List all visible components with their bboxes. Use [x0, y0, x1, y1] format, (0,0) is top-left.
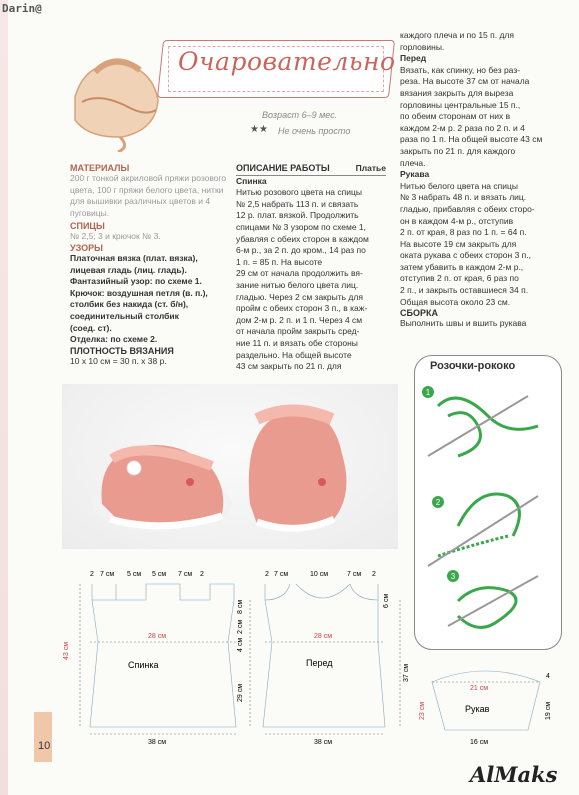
description-line: 29 см от начала продолжить вя- — [236, 268, 363, 279]
front-line: горловины центральные 15 п., — [400, 99, 521, 110]
description-line: 43 см закрыть по 21 п. для — [236, 361, 342, 372]
assembly-heading: СБОРКА — [400, 308, 438, 319]
description-line: 12 р. плат. вязкой. Продолжить — [236, 210, 359, 221]
dim-label: 2 — [200, 571, 204, 578]
materials-heading: МАТЕРИАЛЫ — [70, 163, 130, 173]
front-line: каждом 2-м р. 2 раза по 2 п. и 4 — [400, 122, 525, 133]
description-line: зание нитью белого цвета лиц. — [236, 279, 359, 290]
col3-line: горловины. — [400, 41, 445, 52]
needles-heading: СПИЦЫ — [70, 221, 105, 232]
step-number: 2 — [435, 498, 441, 507]
front-line: вязания закрыть для выреза — [400, 87, 514, 98]
difficulty-label: Не очень просто — [278, 126, 351, 136]
patterns-line: (соед. ст). — [70, 322, 112, 333]
dim-label: 7 см — [347, 571, 362, 578]
patterns-heading: УЗОРЫ — [70, 242, 103, 253]
dim-label: 2 см — [237, 619, 244, 634]
sleeve-line: оката рукава с обеих сторон 3 п., — [400, 250, 531, 261]
sleeve-line: Общая высота около 23 см. — [400, 296, 511, 307]
description-line: убавляя с обеих сторон в каждом — [236, 233, 369, 244]
sleeve-schematic — [410, 660, 560, 750]
step-number: 1 — [425, 388, 431, 397]
dim-label: 28 см — [148, 633, 167, 640]
dim-label: 19 см — [545, 701, 552, 720]
dim-label: 6 см — [383, 593, 390, 608]
signature: AlMaks — [470, 762, 558, 787]
sleeve-line: 2 п. от края, 8 раз по 1 п. = 64 п. — [400, 227, 527, 238]
back-label: Спинка — [128, 660, 159, 670]
dim-label: 29 см — [237, 683, 244, 702]
page-title: Очаровательно — [178, 47, 396, 76]
difficulty-stars: ★★ — [250, 124, 268, 135]
dim-label: 43 см — [63, 641, 70, 660]
col3-line: каждого плеча и по 15 п. для — [400, 30, 514, 40]
dim-label: 5 см — [152, 571, 167, 578]
description-section — [236, 163, 386, 373]
dim-label: 2 — [265, 571, 269, 578]
sleeve-line: 2 п., и закрыть оставшиеся 34 п. — [400, 285, 529, 296]
description-line: пройм с обеих сторон 3 п., в каж- — [236, 303, 368, 314]
page-tab — [34, 712, 52, 762]
patterns-line: Платочная вязка (плат. вязка), — [70, 252, 198, 263]
dim-label: 16 см — [470, 739, 489, 746]
front-line: по обеим сторонам от них в — [400, 111, 511, 122]
front-line: реза. На высоте 37 см от начала — [400, 76, 530, 87]
dim-label: 10 см — [310, 571, 329, 578]
dim-label: 7 см — [100, 571, 115, 578]
age-label: Возраст 6–9 мес. — [262, 110, 338, 120]
dim-label: 2 — [372, 571, 376, 578]
materials-text: 200 г тонкой акриловой пряжи розового цвета, 100 г пряжи белого цвета, нитки для вышивки различных цветов и 4 пуговицы. — [70, 173, 227, 218]
sleeve-line: отступив 2 п. от края, 6 раз по — [400, 273, 519, 284]
dim-label: 2 — [90, 571, 94, 578]
description-heading: ОПИСАНИЕ РАБОТЫ — [236, 163, 330, 173]
back-subheading: Спинка — [236, 175, 267, 186]
rococo-roses-diagram — [418, 376, 558, 646]
patterns-line: лицевая гладь (лиц. гладь). — [70, 264, 187, 275]
sleeve-line: гладью, прибавляя с обеих сторо- — [400, 203, 535, 214]
sleeve-line: На высоте 19 см закрыть для — [400, 238, 517, 249]
front-line: плеча. — [400, 157, 426, 168]
description-line: Нитью розового цвета на спицы — [236, 187, 362, 198]
patterns-line: Крючок: воздушная петля (в. п.), — [70, 287, 208, 298]
corner-watermark: Darin@ — [2, 2, 42, 15]
front-line: раза по 1 п. На общей высоте 43 см — [400, 134, 543, 145]
sleeve-line: он в каждом 4-м р., отступив — [400, 215, 514, 226]
front-label: Перед — [306, 658, 333, 668]
dim-label: 4 — [546, 673, 550, 680]
rococo-roses-title: Розочки-рококо — [430, 360, 516, 372]
sleeve-line: Нитью белого цвета на спицы — [400, 180, 518, 191]
assembly-text: Выполнить швы и вшить рукава — [400, 318, 527, 329]
front-sleeve-section — [400, 30, 558, 330]
dim-label: 7 см — [274, 571, 289, 578]
sleeve-line: затем убавить в каждом 2-м р., — [400, 261, 524, 272]
description-line: от начала пройм закрыть сред- — [236, 326, 360, 337]
dress-label: Платье — [355, 163, 386, 173]
page-number: 10 — [38, 740, 51, 752]
description-line: дом 2-м р. 2 п. и 1 п. Через 4 см — [236, 314, 363, 325]
dim-label: 37 см — [403, 663, 410, 682]
needles-text: № 2,5; 3 и крючок № 3. — [70, 231, 161, 242]
description-line: № 2,5 набрать 113 п. и связать — [236, 198, 359, 209]
dim-label: 28 см — [314, 633, 333, 640]
description-line: спицами № 3 узором по схеме 1, — [236, 221, 367, 232]
description-line: 6-м р., за 2 п. до кром., 14 раз по — [236, 245, 366, 256]
patterns-line: столбик без накида (ст. б/н), — [70, 299, 189, 310]
bonnet-illustration — [60, 42, 170, 152]
patterns-line: Фантазийный узор: по схеме 1. — [70, 276, 202, 287]
description-line: 1 п. = 85 п. На высоте — [236, 256, 323, 267]
description-line: гладью. Через 2 см закрыть для — [236, 291, 363, 302]
sleeve-heading: Рукава — [400, 169, 430, 180]
dim-label: 8 см — [237, 599, 244, 614]
booties-photo — [62, 384, 398, 549]
density-text: 10 х 10 см = 30 п. х 38 р. — [70, 355, 167, 366]
front-heading: Перед — [400, 53, 427, 64]
description-line: раздельно. На общей высоте — [236, 349, 352, 360]
front-line: Вязать, как спинку, но без раз- — [400, 64, 521, 75]
density-heading: ПЛОТНОСТЬ ВЯЗАНИЯ — [70, 345, 174, 356]
dim-label: 23 см — [419, 701, 426, 720]
patterns-line: Отделка: по схеме 2. — [70, 334, 158, 345]
sleeve-line: № 3 набрать 48 п. и вязать лиц. — [400, 192, 527, 203]
materials-section — [70, 163, 228, 367]
dim-label: 7 см — [178, 571, 193, 578]
front-line: закрыть по 21 п. для каждого — [400, 145, 516, 156]
dim-label: 21 см — [470, 685, 489, 692]
step-number: 3 — [450, 572, 456, 581]
sleeve-label: Рукав — [465, 704, 490, 714]
description-line: ние 11 п. и вязать обе стороны — [236, 337, 358, 348]
dim-label: 38 см — [314, 739, 333, 746]
dim-label: 38 см — [148, 739, 167, 746]
dim-label: 4 см — [237, 637, 244, 652]
dim-label: 5 см — [127, 571, 142, 578]
pattern-schematics — [60, 562, 420, 752]
page-edge-strip — [0, 0, 8, 795]
patterns-line: соединительный столбик — [70, 310, 179, 321]
